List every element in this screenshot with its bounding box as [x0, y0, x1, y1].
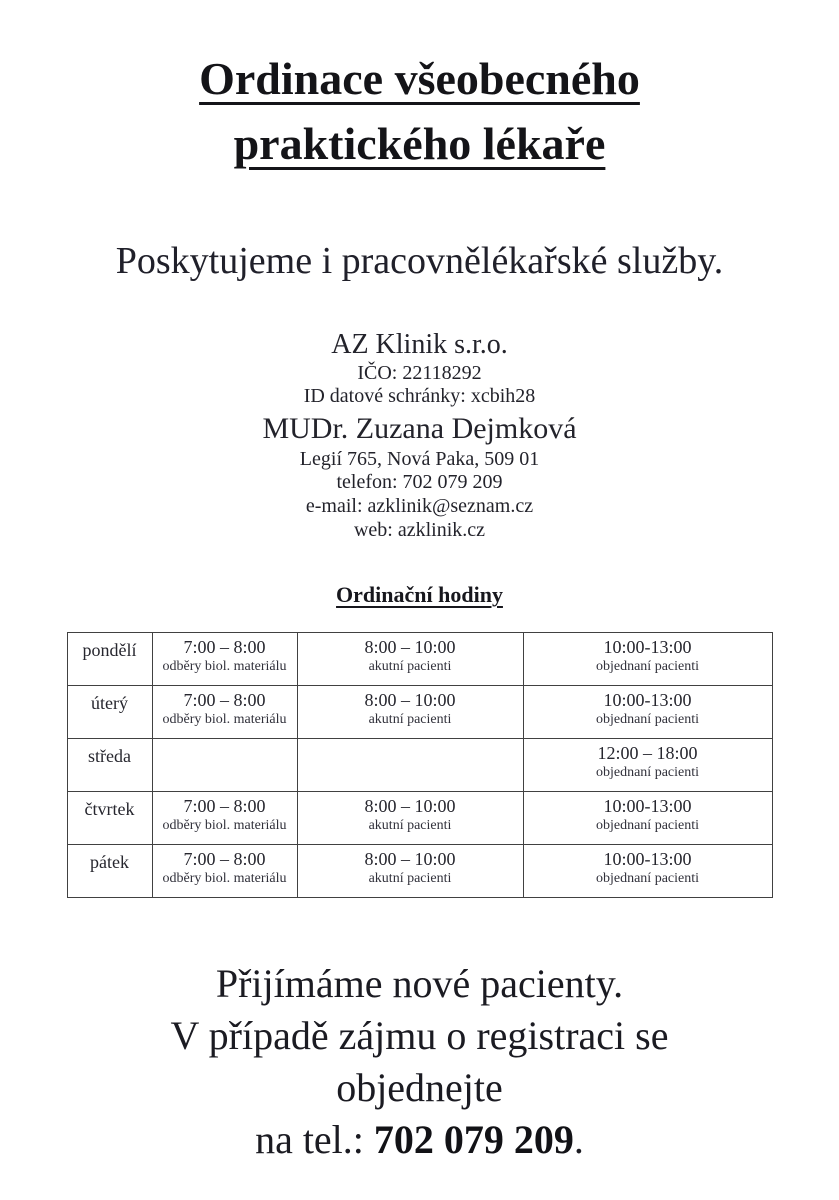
slot-cell [152, 739, 297, 792]
slot-time: 7:00 – 8:00 [183, 637, 266, 658]
page-title-line2: praktického lékaře [233, 118, 606, 170]
slot-label: objednaní pacienti [595, 817, 700, 833]
slot-time: 10:00-13:00 [603, 690, 692, 711]
slot-label: akutní pacienti [368, 658, 452, 674]
slot-label: odběry biol. materiálu [162, 658, 287, 674]
contact-block [0, 327, 839, 543]
hours-heading: Ordinační hodiny [336, 582, 503, 608]
slot-cell [523, 686, 772, 739]
slot-time: 8:00 – 10:00 [364, 637, 456, 658]
slot-time: 7:00 – 8:00 [183, 796, 266, 817]
page-title [0, 46, 839, 177]
slot-label: odběry biol. materiálu [162, 711, 287, 727]
slot-time: 10:00-13:00 [603, 637, 692, 658]
office-hours-table [67, 632, 773, 898]
slot-label: odběry biol. materiálu [162, 817, 287, 833]
slot-cell [523, 739, 772, 792]
day-cell: pátek [67, 845, 152, 898]
table-row-wednesday [67, 739, 772, 792]
notice-line3: objednejte [336, 1065, 503, 1111]
table-row-tuesday [67, 686, 772, 739]
slot-label: objednaní pacienti [595, 711, 700, 727]
slot-cell [297, 792, 523, 845]
slot-label: objednaní pacienti [595, 764, 700, 780]
slot-time: 8:00 – 10:00 [364, 690, 456, 711]
slot-cell [297, 633, 523, 686]
slot-label: odběry biol. materiálu [162, 870, 287, 886]
slot-cell [297, 686, 523, 739]
day-cell: úterý [67, 686, 152, 739]
slot-time: 7:00 – 8:00 [183, 690, 266, 711]
phone-line: telefon: 702 079 209 [336, 471, 503, 494]
slot-label: objednaní pacienti [595, 870, 700, 886]
company-name: AZ Klinik s.r.o. [331, 328, 508, 360]
slot-label: akutní pacienti [368, 817, 452, 833]
day-cell: pondělí [67, 633, 152, 686]
table-row-monday [67, 633, 772, 686]
table-row-thursday [67, 792, 772, 845]
slot-cell [297, 845, 523, 898]
slot-cell [523, 792, 772, 845]
doctor-name: MUDr. Zuzana Dejmková [262, 411, 577, 445]
slot-time: 10:00-13:00 [603, 849, 692, 870]
address-line: Legií 765, Nová Paka, 509 01 [299, 447, 540, 470]
slot-cell [523, 845, 772, 898]
email-line: e-mail: azklinik@seznam.cz [305, 495, 534, 517]
slot-label: objednaní pacienti [595, 658, 700, 674]
slot-label: akutní pacienti [368, 870, 452, 886]
slot-time: 8:00 – 10:00 [364, 796, 456, 817]
slot-cell [297, 739, 523, 792]
slot-cell [523, 633, 772, 686]
phone-number: 702 079 209 [373, 1117, 574, 1163]
phone-prefix: na tel.: [255, 1117, 374, 1163]
slot-time: 7:00 – 8:00 [183, 849, 266, 870]
company-id: IČO: 22118292 [357, 361, 482, 384]
subtitle: Poskytujeme i pracovnělékařské služby. [115, 239, 724, 282]
notice-phone-line [0, 1114, 839, 1166]
new-patients-notice [0, 958, 839, 1166]
slot-cell [152, 792, 297, 845]
slot-time: 8:00 – 10:00 [364, 849, 456, 870]
slot-cell [152, 686, 297, 739]
slot-time: 10:00-13:00 [603, 796, 692, 817]
slot-label: akutní pacienti [368, 711, 452, 727]
web-line: web: azklinik.cz [353, 518, 486, 541]
slot-cell [152, 845, 297, 898]
day-cell: čtvrtek [67, 792, 152, 845]
slot-cell [152, 633, 297, 686]
notice-line1: Přijímáme nové pacienty. [215, 961, 624, 1007]
slot-time: 12:00 – 18:00 [597, 743, 698, 764]
phone-suffix: . [573, 1117, 584, 1163]
databox-id: ID datové schránky: xcbih28 [303, 385, 536, 408]
day-cell: středa [67, 739, 152, 792]
page-title-line1: Ordinace všeobecného [199, 53, 640, 104]
table-row-friday [67, 845, 772, 898]
notice-line2: V případě zájmu o registraci se [170, 1013, 669, 1059]
